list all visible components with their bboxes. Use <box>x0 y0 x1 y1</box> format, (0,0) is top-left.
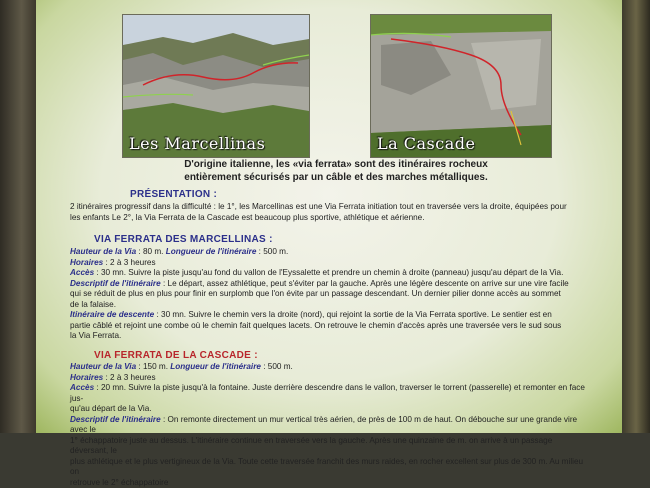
intro-text <box>156 158 516 184</box>
intro-line-2: entièrement sécurisés par un câble et des marches métalliques. <box>156 171 516 184</box>
marcellinas-hauteur-value: : 80 m. <box>136 247 166 256</box>
cascade-acces-value-1: : 20 mn. Suivre la piste jusqu'à la fontaine. Juste derrière descendre dans le vallon, traverser le torrent (passerelle) et remonter en face jus- <box>70 383 585 403</box>
marcellinas-acces-value: : 30 mn. Suivre la piste jusqu'au fond du vallon de l'Eyssalette et prendre un chemin à droite (panneau) jusqu'au départ de la Via. <box>94 268 563 277</box>
marcellinas-descriptif-value-1: : Le départ, assez athlétique, peut s'éviter par la gauche. Après une légère descente on arrive sur une vire facile <box>161 279 569 288</box>
marcellinas-acces-label: Accès <box>70 268 94 277</box>
cascade-descriptif-label: Descriptif de l'itinéraire <box>70 415 161 424</box>
wooden-post-left <box>0 0 36 433</box>
marcellinas-hauteur-label: Hauteur de la Via <box>70 247 136 256</box>
presentation-text <box>70 202 590 223</box>
photo-caption-left: Les Marcellinas <box>129 134 265 153</box>
cascade-heading: VIA FERRATA DE LA CASCADE : <box>94 350 258 361</box>
cascade-longueur-value: : 500 m. <box>261 362 293 371</box>
presentation-line-1: 2 itinéraires progressif dans la difficulté : le 1°, les Marcellinas est une Via Ferrata initiation tout en traversée vers la droite, équipées pour <box>70 202 590 213</box>
cascade-descriptif-value-1: : On remonte directement un mur vertical très aérien, de près de 100 m de haut. On débouche sur une grande vire avec le <box>70 415 577 435</box>
photo-les-marcellinas <box>122 14 310 158</box>
cascade-acces-label: Accès <box>70 383 94 392</box>
wooden-post-right <box>622 0 650 433</box>
marcellinas-descriptif-label: Descriptif de l'itinéraire <box>70 279 161 288</box>
presentation-heading: PRÉSENTATION : <box>130 189 217 200</box>
cascade-longueur-label: Longueur de l'itinéraire <box>170 362 261 371</box>
marcellinas-descente-label: Itinéraire de descente <box>70 310 154 319</box>
marcellinas-longueur-value: : 500 m. <box>256 247 288 256</box>
marcellinas-longueur-label: Longueur de l'itinéraire <box>166 247 257 256</box>
cascade-acces-value-2: qu'au départ de la Via. <box>70 404 590 415</box>
cascade-descriptif-value-2: 1° échappatoire juste au dessus. L'itinéraire continue en traversée vers la gauche. Après une quinzaine de m. on arrive à un passage déversant, le <box>70 436 590 457</box>
photo-la-cascade <box>370 14 552 158</box>
marcellinas-descente-value-2: partie câblé et rejoint une combe où le chemin fait quelques lacets. On retrouve le chemin d'accès après une traversée vers le sud sous <box>70 321 590 332</box>
cascade-text <box>70 362 590 488</box>
marcellinas-horaires-value: : 2 à 3 heures <box>103 258 155 267</box>
photo-caption-right: La Cascade <box>377 134 475 153</box>
marcellinas-horaires-label: Horaires <box>70 258 103 267</box>
cascade-horaires-value: : 2 à 3 heures <box>103 373 155 382</box>
marcellinas-descriptif-value-2: qui se réduit de plus en plus pour finir en surplomb que l'on évite par un passage descendant. Un dernier pilier donne accès au sommet <box>70 289 590 300</box>
cascade-horaires-label: Horaires <box>70 373 103 382</box>
marcellinas-text <box>70 247 590 342</box>
cascade-hauteur-value: : 150 m. <box>136 362 170 371</box>
marcellinas-descente-value-3: la Via Ferrata. <box>70 331 590 342</box>
marcellinas-descente-value-1: : 30 mn. Suivre le chemin vers la droite (nord), qui rejoint la sortie de la Via Ferrata sportive. Le sentier est en <box>154 310 552 319</box>
presentation-line-2: les enfants Le 2°, la Via Ferrata de la Cascade est beaucoup plus sportive, athlétique et aérienne. <box>70 213 590 224</box>
cascade-descriptif-value-3: plus athlétique et le plus vertigineux de la Via. Toute cette traversée franchit des murs raides, en rocher excellent sur plus de 300 m. Au milieu on <box>70 457 590 478</box>
info-board <box>36 0 622 433</box>
marcellinas-descriptif-value-3: de la falaise. <box>70 300 590 311</box>
cascade-descriptif-value-4: retrouve le 2° échappatoire <box>70 478 590 488</box>
cascade-hauteur-label: Hauteur de la Via <box>70 362 136 371</box>
intro-line-1: D'origine italienne, les «via ferrata» sont des itinéraires rocheux <box>156 158 516 171</box>
marcellinas-heading: VIA FERRATA DES MARCELLINAS : <box>94 234 273 245</box>
